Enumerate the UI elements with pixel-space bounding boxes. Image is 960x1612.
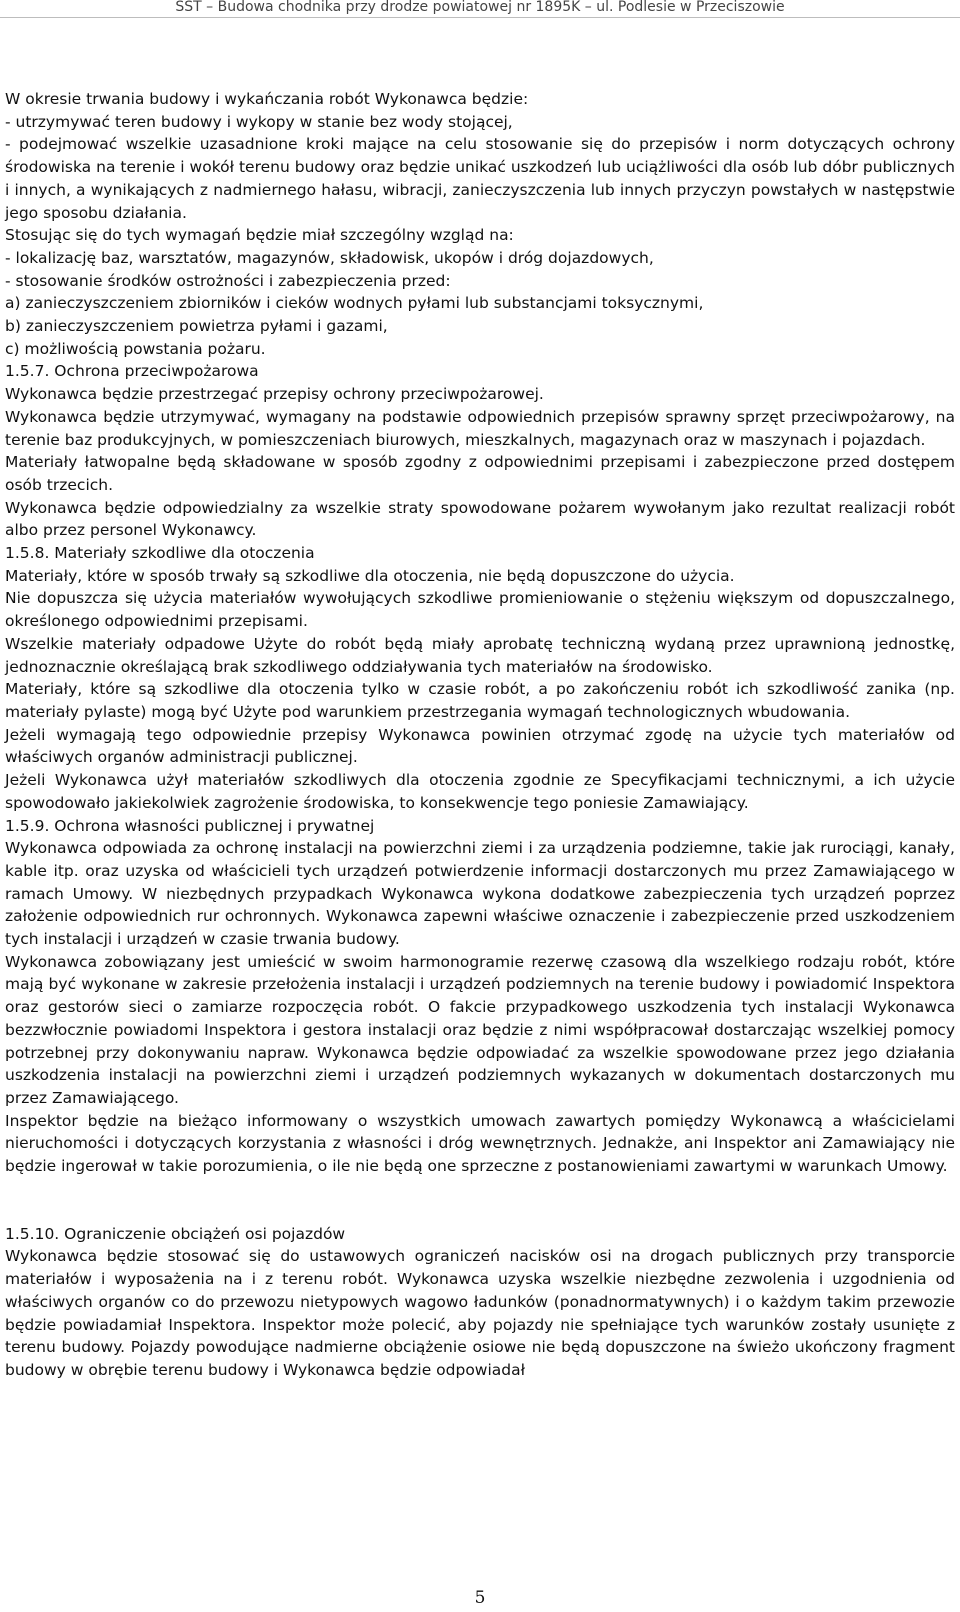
section-heading: 1.5.7. Ochrona przeciwpożarowa [5,362,259,381]
list-item: - stosowanie środków ostrożności i zabezpieczenia przed: [5,271,451,290]
paragraph: Materiały, które w sposób trwały są szkodliwe dla otoczenia, nie będą dopuszczone do użycia. [5,566,735,585]
paragraph: Nie dopuszcza się użycia materiałów wywołujących szkodliwe promieniowanie o stężeniu większym od dopuszczalnego, określonego odpowiednimi przepisami. [5,589,955,631]
list-item: b) zanieczyszczeniem powietrza pyłami i gazami, [5,317,388,336]
paragraph: Materiały łatwopalne będą składowane w sposób zgodny z odpowiednimi przepisami i zabezpieczone przed dostępem osób trzecich. [5,453,955,494]
paragraph: Materiały, które są szkodliwe dla otoczenia tylko w czasie robót, a po zakończeniu robót ich szkodliwość zanika (np. materiały pylaste) mogą być Użyte pod warunkiem przestrzegania wymagań technologicznych wbudowania. [5,680,955,721]
list-item: c) możliwością powstania pożaru. [5,339,266,358]
list-item: - podejmować wszelkie uzasadnione kroki mające na celu stosowanie się do przepisów i norm dotyczących ochrony środowiska na terenie i wokół terenu budowy oraz będzie unikać uszkodzeń lub uciążliwości dla osób lub dóbr publicznych i innych, a wynikających z nadmiernego hałasu, wibracji, zanieczyszczenia lub innych przyczyn powstałych w następstwie jego sposobu działania. [5,135,955,222]
running-header: SST – Budowa chodnika przy drodze powiatowej nr 1895K – ul. Podlesie w Przeciszowie [175,0,785,15]
document-body [5,88,955,1382]
paragraph: Wykonawca zobowiązany jest umieścić w swoim harmonogramie rezerwę czasową dla wszelkiego rodzaju robót, które mają być wykonane w zakresie przełożenia instalacji i urządzeń podziemnych na terenie budowy i powiadomić Inspektora oraz gestorów sieci o zamiarze rozpoczęcia robót. O fakcie przypadkowego uszkodzenia tych instalacji Wykonawca bezzwłocznie powiadomi Inspektora i gestora instalacji oraz będzie z nimi współpracował dostarczając wszelkiej pomocy potrzebnej przy dokonywaniu napraw. Wykonawca będzie odpowiadać za wszelkie spowodowane przez jego działania uszkodzenia instalacji na powierzchni ziemi i urządzeń podziemnych wykazanych w dokumentach dostarczonych mu przez Zamawiającego. [5,952,955,1107]
paragraph: Wykonawca będzie odpowiedzialny za wszelkie straty spowodowane pożarem wywołanym jako rezultat realizacji robót albo przez personel Wykonawcy. [5,498,955,540]
paragraph: Wykonawca będzie utrzymywać, wymagany na podstawie odpowiednich przepisów sprawny sprzęt przeciwpożarowy, na terenie baz produkcyjnych, w pomieszczeniach biurowych, mieszkalnych, magazynach oraz w maszynach i pojazdach. [5,407,955,449]
header-divider [0,17,960,18]
list-item: - lokalizację baz, warsztatów, magazynów, składowisk, ukopów i dróg dojazdowych, [5,248,654,267]
paragraph: Wykonawca odpowiada za ochronę instalacji na powierzchni ziemi i za urządzenia podziemne, takie jak rurociągi, kanały, kable itp. oraz uzyska od właścicieli tych urządzeń potwierdzenie informacji dostarczonych mu przez Zamawiającego w ramach Umowy. W niezbędnych przypadkach Wykonawca wykona dodatkowe zabezpieczenia tych urządzeń poprzez założenie odpowiednich rur ochronnych. Wykonawca zapewni właściwe oznaczenie i zabezpieczenie przed uszkodzeniem tych instalacji i urządzeń w czasie trwania budowy. [5,839,955,949]
section-heading: 1.5.9. Ochrona własności publicznej i prywatnej [5,816,375,835]
paragraph: W okresie trwania budowy i wykańczania robót Wykonawca będzie: [5,90,529,108]
paragraph: Wszelkie materiały odpadowe Użyte do robót będą miały aprobatę techniczną wydaną przez uprawnioną jednostkę, jednoznacznie określającą brak szkodliwego oddziaływania tych materiałów na środowisko. [5,634,955,676]
paragraph: Wykonawca będzie przestrzegać przepisy ochrony przeciwpożarowej. [5,385,544,404]
paragraph: Wykonawca będzie stosować się do ustawowych ograniczeń nacisków osi na drogach publicznych przy transporcie materiałów i wyposażenia na i z terenu robót. Wykonawca uzyska wszelkie niezbędne zezwolenia i uzgodnienia od właściwych organów co do przewozu nietypowych wagowo ładunków (ponadnormatywnych) i o każdym takim przewozie będzie powiadamiał Inspektora. Inspektor może polecić, aby pojazdy nie spełniające tych warunków zostały usunięte z terenu budowy. Pojazdy powodujące nadmierne obciążenie osiowe nie będą dopuszczone na świeżo ukończony fragment budowy w obrębie terenu budowy i Wykonawca będzie odpowiadał [5,1247,955,1379]
paragraph: Stosując się do tych wymagań będzie miał szczególny wzgląd na: [5,226,514,245]
paragraph: Jeżeli Wykonawca użył materiałów szkodliwych dla otoczenia zgodnie ze Specyfikacjami technicznymi, a ich użycie spowodowało jakiekolwiek zagrożenie środowiska, to konsekwencje tego poniesie Zamawiający. [5,771,955,812]
list-item: - utrzymywać teren budowy i wykopy w stanie bez wody stojącej, [5,112,513,131]
page-number: 5 [474,1588,486,1608]
section-heading: 1.5.8. Materiały szkodliwe dla otoczenia [5,544,315,563]
section-heading: 1.5.10. Ograniczenie obciążeń osi pojazdów [5,1224,346,1243]
section-spacer [5,1178,955,1223]
list-item: a) zanieczyszczeniem zbiorników i cieków wodnych pyłami lub substancjami toksycznymi, [5,294,704,313]
paragraph: Inspektor będzie na bieżąco informowany o wszystkich umowach zawartych pomiędzy Wykonawcą a właścicielami nieruchomości i dotyczących korzystania z własności i dróg wewnętrznych. Jednakże, ani Inspektor ani Zamawiający nie będzie ingerował w takie porozumienia, o ile nie będą one sprzeczne z postanowieniami zawartymi w warunkach Umowy. [5,1111,955,1176]
paragraph: Jeżeli wymagają tego odpowiednie przepisy Wykonawca powinien otrzymać zgodę na użycie tych materiałów od właściwych organów administracji publicznej. [5,725,955,767]
